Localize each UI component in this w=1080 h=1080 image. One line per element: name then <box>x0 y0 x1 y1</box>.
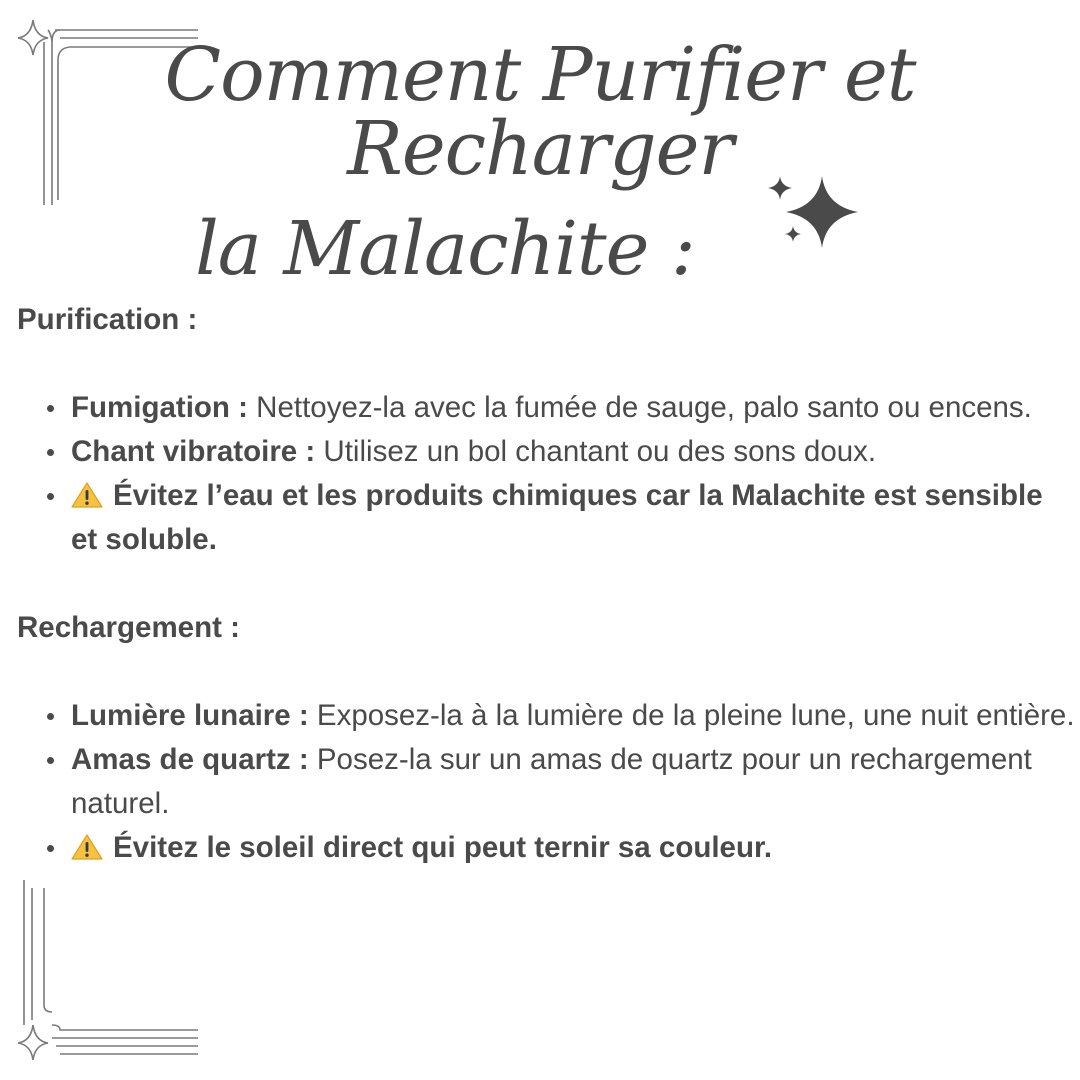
item-text: Exposez-la à la lumière de la pleine lune, une nuit entière. <box>308 699 1075 732</box>
item-label: Amas de quartz : <box>71 743 309 776</box>
list-item <box>17 386 1077 430</box>
content <box>17 298 1077 914</box>
bullet <box>47 405 54 412</box>
section-heading-purification: Purification : <box>17 303 198 336</box>
list-item <box>17 694 1077 738</box>
item-label: Fumigation : <box>71 391 248 424</box>
purification-list <box>17 386 1077 562</box>
bullet <box>47 713 54 720</box>
item-text: Nettoyez-la avec la fumée de sauge, palo santo ou encens. <box>247 391 1032 424</box>
list-item <box>17 738 1077 826</box>
warning-text: Évitez le soleil direct qui peut ternir sa couleur. <box>113 831 773 864</box>
section-heading-rechargement: Rechargement : <box>17 611 240 644</box>
list-item <box>17 474 1077 562</box>
rechargement-list <box>17 694 1077 870</box>
item-text: Posez-la sur un amas de quartz pour un rechargement naturel. <box>71 743 1032 820</box>
bullet <box>47 757 54 764</box>
list-item <box>17 430 1077 474</box>
item-text: Utilisez un bol chantant ou des sons doux. <box>315 435 877 468</box>
title-line-2: la Malachite : <box>195 206 695 292</box>
warning-text: Évitez l’eau et les produits chimiques car la Malachite est sensible et soluble. <box>71 479 1043 556</box>
sparkles-icon <box>760 168 870 258</box>
title-line-1: Comment Purifier et Recharger <box>164 32 916 192</box>
warning-icon <box>71 833 103 861</box>
item-label: Chant vibratoire : <box>71 435 316 468</box>
item-label: Lumière lunaire : <box>71 699 309 732</box>
bullet <box>47 493 54 500</box>
warning-icon <box>71 481 103 509</box>
page-title <box>0 32 1080 292</box>
bullet <box>47 449 54 456</box>
bullet <box>47 845 54 852</box>
list-item <box>17 826 1077 870</box>
